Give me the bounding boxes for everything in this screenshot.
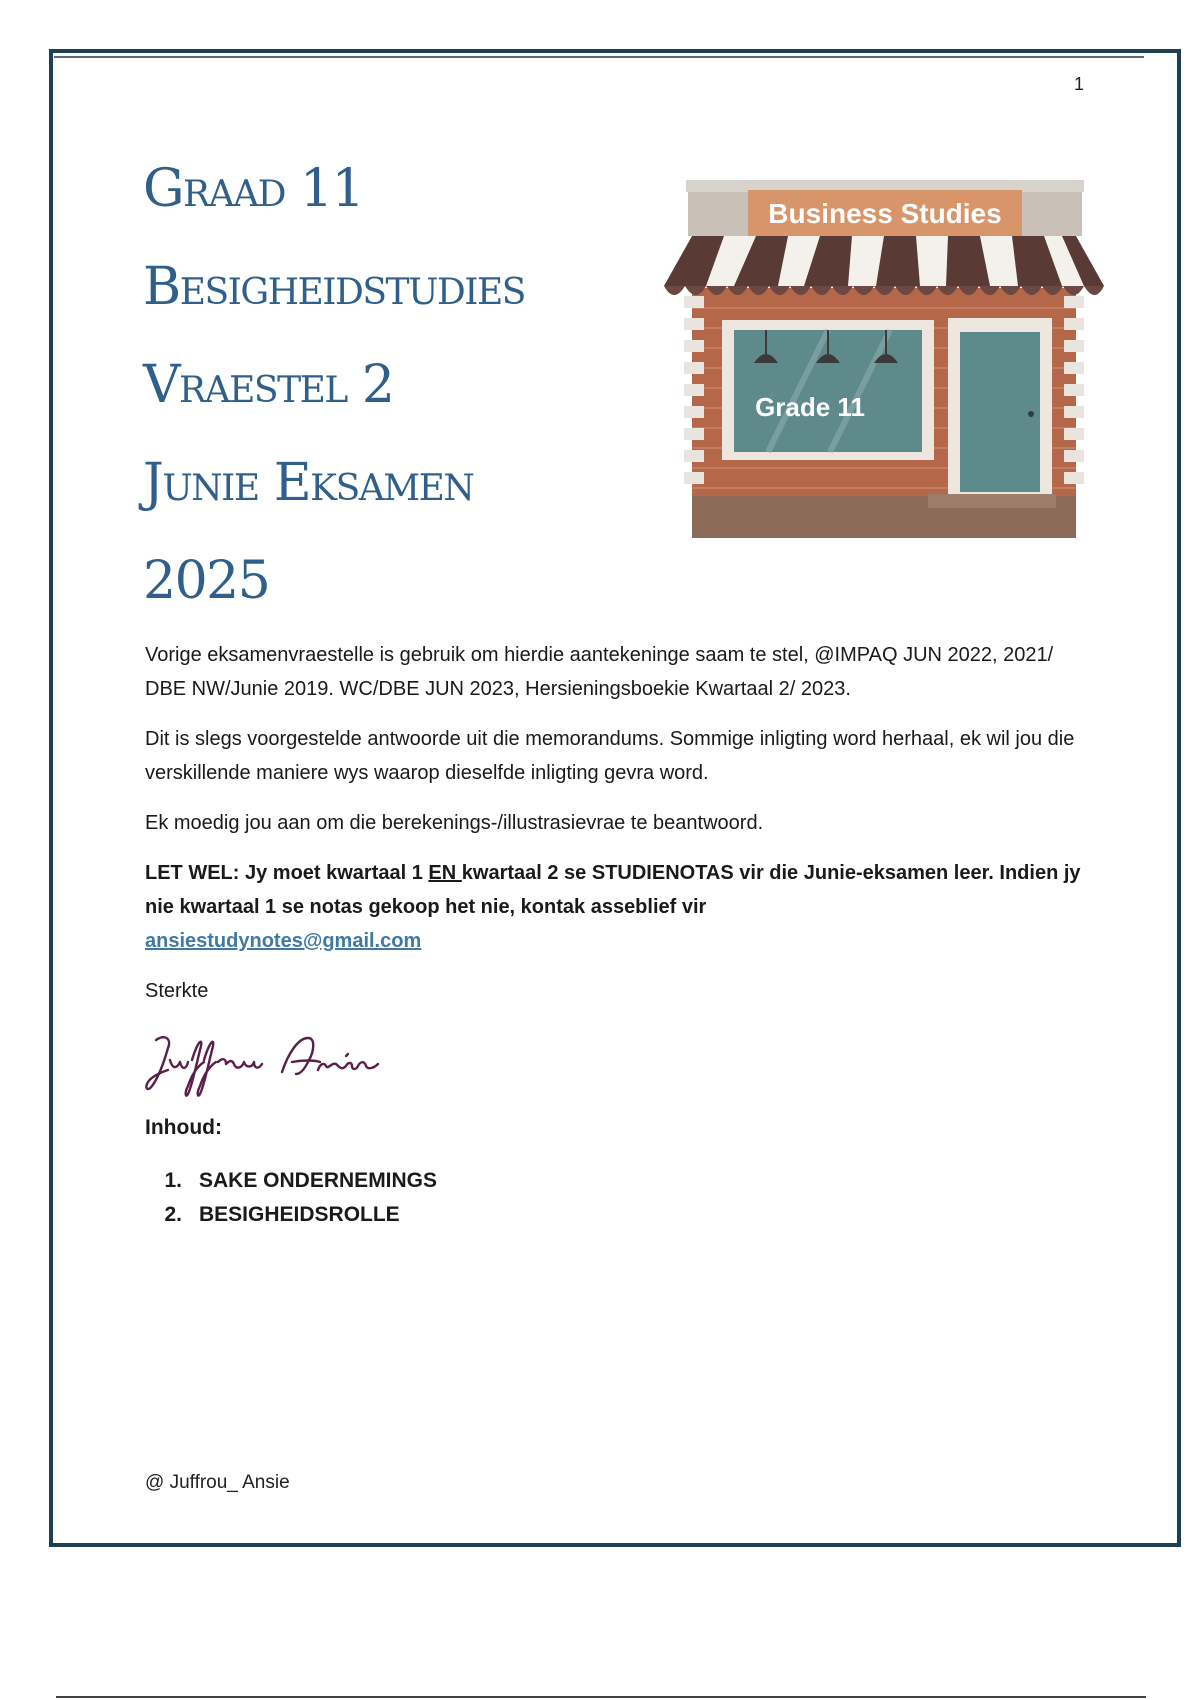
shop-sign-text: Business Studies: [768, 198, 1002, 229]
contents-item: [145, 1198, 437, 1232]
title-line-subject: Besigheidstudies: [143, 257, 525, 317]
important-note-emphasis: EN: [428, 862, 462, 884]
window-text: Grade 11: [755, 392, 865, 422]
title-line-paper: Vraestel 2: [143, 355, 394, 415]
shop-illustration: [658, 178, 1110, 542]
title-line-year: 2025: [143, 551, 270, 611]
document-title: [143, 140, 703, 630]
title-line-exam: Junie Eksamen: [143, 453, 474, 513]
next-page-rule: [56, 1696, 1146, 1698]
important-note-part2: kwartaal 2 se STUDIENOTAS vir die Junie-eksamen leer. Indien jy nie kwartaal 1 se notas gekoop het nie, kontak asseblief vir: [145, 862, 1081, 918]
header-rule: [54, 56, 1144, 58]
page-number: 1: [1074, 74, 1085, 94]
important-note: [145, 856, 1095, 958]
contents-item-label: SAKE ONDERNEMINGS: [199, 1169, 438, 1192]
intro-paragraph-answers: Dit is slegs voorgestelde antwoorde uit die memorandums. Sommige inligting word herhaal, ek wil jou die verskillende maniere wys waarop dieselfde inligting gevra word.: [145, 728, 1075, 784]
footer-author-handle: @ Juffrou_ Ansie: [145, 1472, 290, 1493]
contents-heading: Inhoud:: [145, 1116, 222, 1139]
intro-paragraph-encourage: Ek moedig jou aan om die berekenings-/illustrasievrae te beantwoord.: [145, 812, 764, 834]
contents-item-number: 1.: [164, 1169, 182, 1192]
contents-list: [145, 1164, 437, 1232]
intro-paragraph-sources: Vorige eksamenvraestelle is gebruik om hierdie aantekeninge saam te stel, @IMPAQ JUN 2022, 2021/ DBE NW/Junie 2019. WC/DBE JUN 2023, Hersieningsboekie Kwartaal 2/ 2023.: [145, 644, 1054, 700]
awning: [664, 236, 1104, 295]
contents-item: [145, 1164, 437, 1198]
title-line-grade: Graad 11: [143, 159, 364, 219]
closing-greeting: Sterkte: [145, 980, 209, 1002]
important-note-part1: LET WEL: Jy moet kwartaal 1: [145, 862, 429, 884]
door-step: [928, 494, 1056, 508]
door-knob: [1028, 411, 1034, 417]
contact-email-link[interactable]: ansiestudynotes@gmail.com: [145, 930, 422, 952]
contents-item-label: BESIGHEIDSROLLE: [199, 1203, 400, 1226]
contents-item-number: 2.: [164, 1203, 182, 1226]
intro-text: [145, 638, 1095, 1024]
door: [960, 332, 1040, 492]
handwritten-signature: [142, 1030, 402, 1100]
